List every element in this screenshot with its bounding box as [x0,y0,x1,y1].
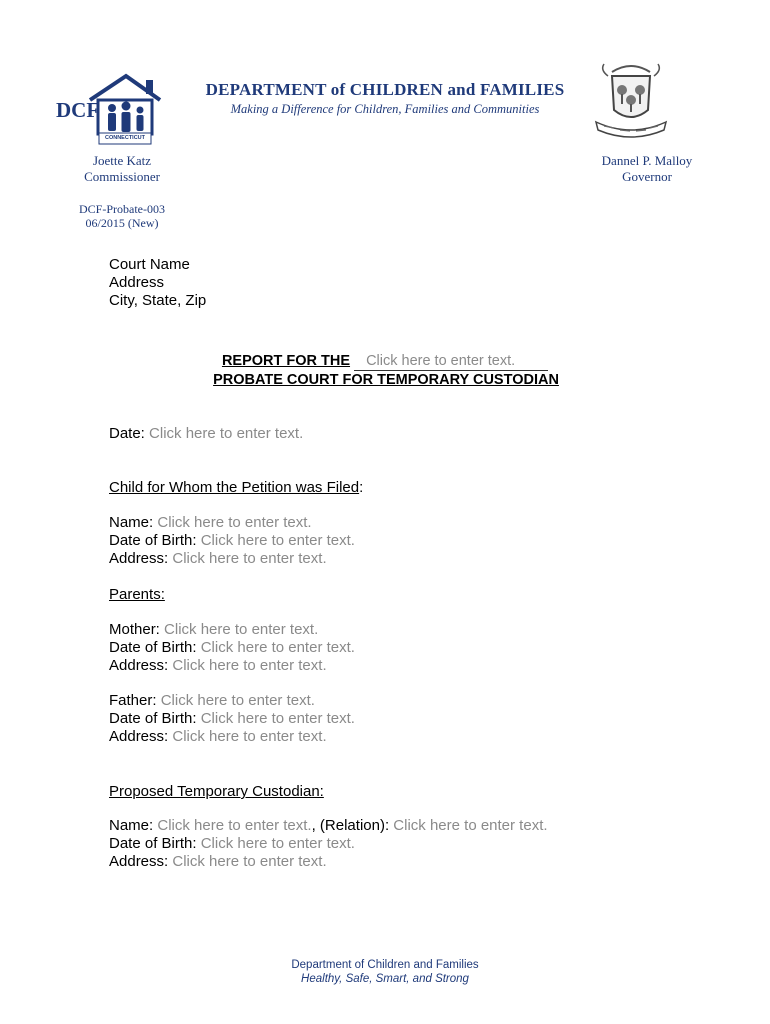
commissioner-name: Joette Katz [92,153,152,168]
mother-address-field[interactable]: Click here to enter text. [172,657,327,674]
governor-title: Governor [622,169,672,184]
relation-field[interactable]: Click here to enter text. [393,817,548,834]
custodian-address-row [109,853,327,871]
father-dob-field[interactable]: Click here to enter text. [200,710,355,727]
mother-field[interactable]: Click here to enter text. [164,621,319,638]
child-heading-row [109,479,363,497]
child-address-field[interactable]: Click here to enter text. [172,550,327,567]
report-title [0,352,770,389]
father-field[interactable]: Click here to enter text. [160,692,315,709]
footer [0,958,770,986]
mother-dob-label: Date of Birth: [109,639,197,656]
child-dob-label: Date of Birth: [109,532,197,549]
custodian-address-field[interactable]: Click here to enter text. [172,853,327,870]
mother-dob-row [109,639,355,657]
governor-name: Dannel P. Malloy [601,153,693,168]
form-date: 06/2015 (New) [85,216,159,230]
child-address-label: Address: [109,550,169,567]
child-name-label: Name: [109,514,154,531]
header-subtitle: Making a Difference for Children, Families and Communities [230,102,540,116]
mother-dob-field[interactable]: Click here to enter text. [200,639,355,656]
mother-label: Mother: [109,621,160,638]
custodian-name-field[interactable]: Click here to enter text. [157,817,312,834]
child-dob-field[interactable]: Click here to enter text. [200,532,355,549]
date-row [109,425,303,443]
mother-address-label: Address: [109,657,169,674]
custodian-dob-field[interactable]: Click here to enter text. [200,835,355,852]
child-heading-colon: : [359,479,364,496]
father-address-row [109,728,327,746]
date-field[interactable]: Click here to enter text. [149,425,304,442]
footer-tagline: Healthy, Safe, Smart, and Strong [301,973,469,985]
court-address: Address [109,274,165,291]
custodian-dob-row [109,835,355,853]
custodian-heading: Proposed Temporary Custodian: [109,783,324,800]
relation-label: , (Relation): [311,817,390,834]
parents-heading: Parents: [109,586,165,603]
custodian-address-label: Address: [109,853,169,870]
mother-row [109,621,318,639]
child-name-row [109,514,312,532]
date-label: Date: [109,425,145,442]
custodian-name-label: Name: [109,817,154,834]
child-address-row [109,550,327,568]
report-line-2: PROBATE COURT FOR TEMPORARY CUSTODIAN [213,372,559,388]
court-city: City, State, Zip [109,292,207,309]
custodian-dob-label: Date of Birth: [109,835,197,852]
father-dob-label: Date of Birth: [109,710,197,727]
footer-org: Department of Children and Families [291,959,479,971]
father-dob-row [109,710,355,728]
form-id: DCF-Probate-003 [79,202,165,216]
court-name: Court Name [109,256,190,273]
court-type-field[interactable]: Click here to enter text. [354,352,548,371]
father-label: Father: [109,692,157,709]
commissioner-title: Commissioner [84,169,160,184]
report-prefix: REPORT FOR THE [221,353,351,369]
child-name-field[interactable]: Click here to enter text. [157,514,312,531]
father-row [109,692,315,710]
father-address-field[interactable]: Click here to enter text. [172,728,327,745]
father-address-label: Address: [109,728,169,745]
custodian-name-row [109,817,548,835]
logo-text: DCF [56,98,100,122]
connecticut-seal [590,62,672,144]
mother-address-row [109,657,327,675]
child-heading: Child for Whom the Petition was Filed [109,479,360,496]
header-title: DEPARTMENT of CHILDREN and FAMILIES [205,80,565,99]
child-dob-row [109,532,355,550]
logo-state: CONNECTICUT [104,135,146,141]
report-line-1 [0,352,770,371]
